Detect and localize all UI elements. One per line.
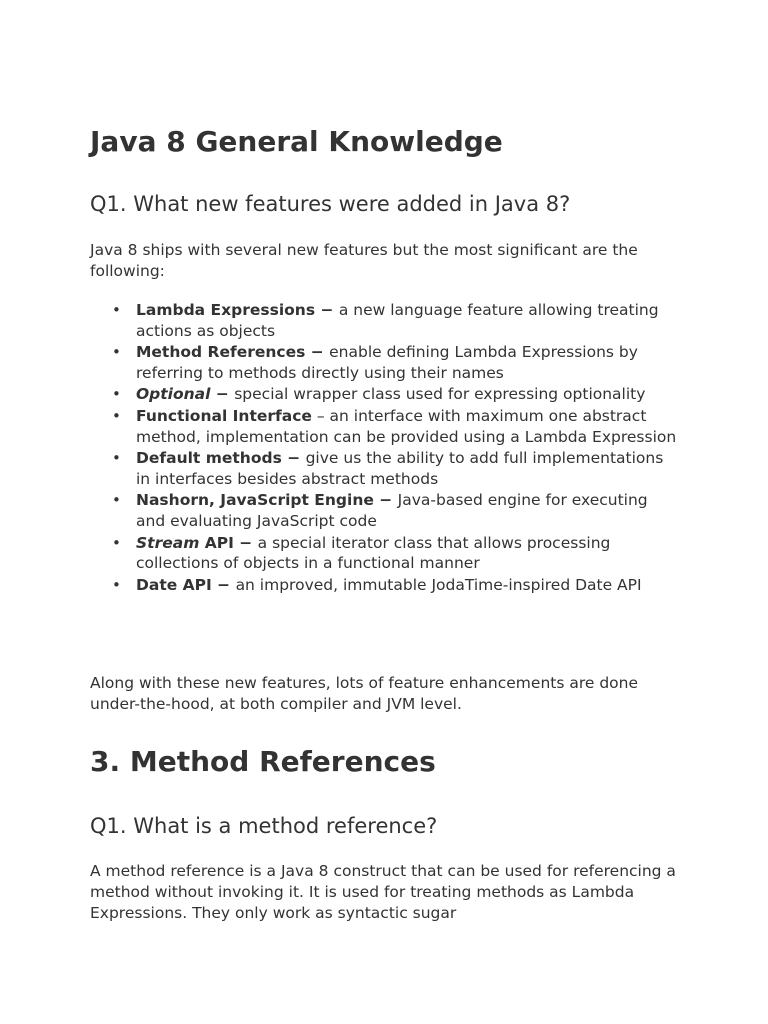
feature-term: Optional [136,385,211,404]
bullet-icon: • [112,491,121,510]
bullet-icon: • [112,343,121,362]
list-item [90,490,680,531]
feature-term: Default methods [136,449,282,468]
feature-separator: − [315,301,339,319]
feature-separator: − [305,343,330,362]
feature-term: Lambda Expressions [136,301,316,319]
method-reference-paragraph: A method reference is a Java 8 construct that can be used for referencing a method without invoking it. It is used for treating methods as Lambda Expressions. They only work as syntactic sugar [90,862,676,922]
feature-description: Java-based engine for executing and evaluating JavaScript code [136,491,648,530]
intro-paragraph: Java 8 ships with several new features but the most significant are the following: [90,241,638,280]
feature-description: a new language feature allowing treating actions as objects [136,301,659,340]
list-item [90,342,680,383]
bullet-icon: • [112,385,121,404]
feature-description: special wrapper class used for expressing optionality [234,385,646,404]
feature-description: give us the ability to add full implementations in interfaces besides abstract methods [136,449,664,488]
feature-description: an improved, immutable JodaTime-inspired Date API [235,575,642,594]
feature-term: Stream [136,533,200,552]
list-item [90,533,680,574]
list-item [90,448,680,489]
feature-description: a special iterator class that allows processing collections of objects in a functional manner [136,533,611,573]
feature-term: Functional Interface [136,407,312,426]
outro-paragraph: Along with these new features, lots of feature enhancements are done under-the-hood, at both compiler and JVM level. [90,674,639,713]
bullet-icon: • [112,533,121,552]
feature-term: Date API [136,575,212,594]
list-item [90,384,680,405]
bullet-icon: • [112,301,121,319]
feature-description: an interface with maximum one abstract method, implementation can be provided using a Lambda Expression [136,407,677,446]
feature-separator: − [373,491,398,510]
feature-list [90,300,680,597]
question-heading-method-reference: Q1. What is a method reference? [90,814,438,838]
feature-separator: – [311,407,330,426]
question-heading-features: Q1. What new features were added in Java 8? [90,192,571,216]
feature-description: enable defining Lambda Expressions by referring to methods directly using their names [136,343,638,382]
feature-separator: − [233,533,258,552]
feature-separator: − [211,575,236,594]
feature-term-suffix: API [199,533,234,552]
feature-term: Method References [136,343,306,362]
feature-separator: − [210,385,235,404]
list-item [90,406,680,447]
list-item [90,575,680,596]
section-title-method-references: 3. Method References [90,745,436,778]
list-item [90,300,680,341]
bullet-icon: • [112,575,121,594]
feature-term: Nashorn, JavaScript Engine [136,491,374,510]
section-title-java8: Java 8 General Knowledge [90,125,503,158]
feature-separator: − [281,449,306,468]
bullet-icon: • [112,407,121,426]
bullet-icon: • [112,449,121,468]
